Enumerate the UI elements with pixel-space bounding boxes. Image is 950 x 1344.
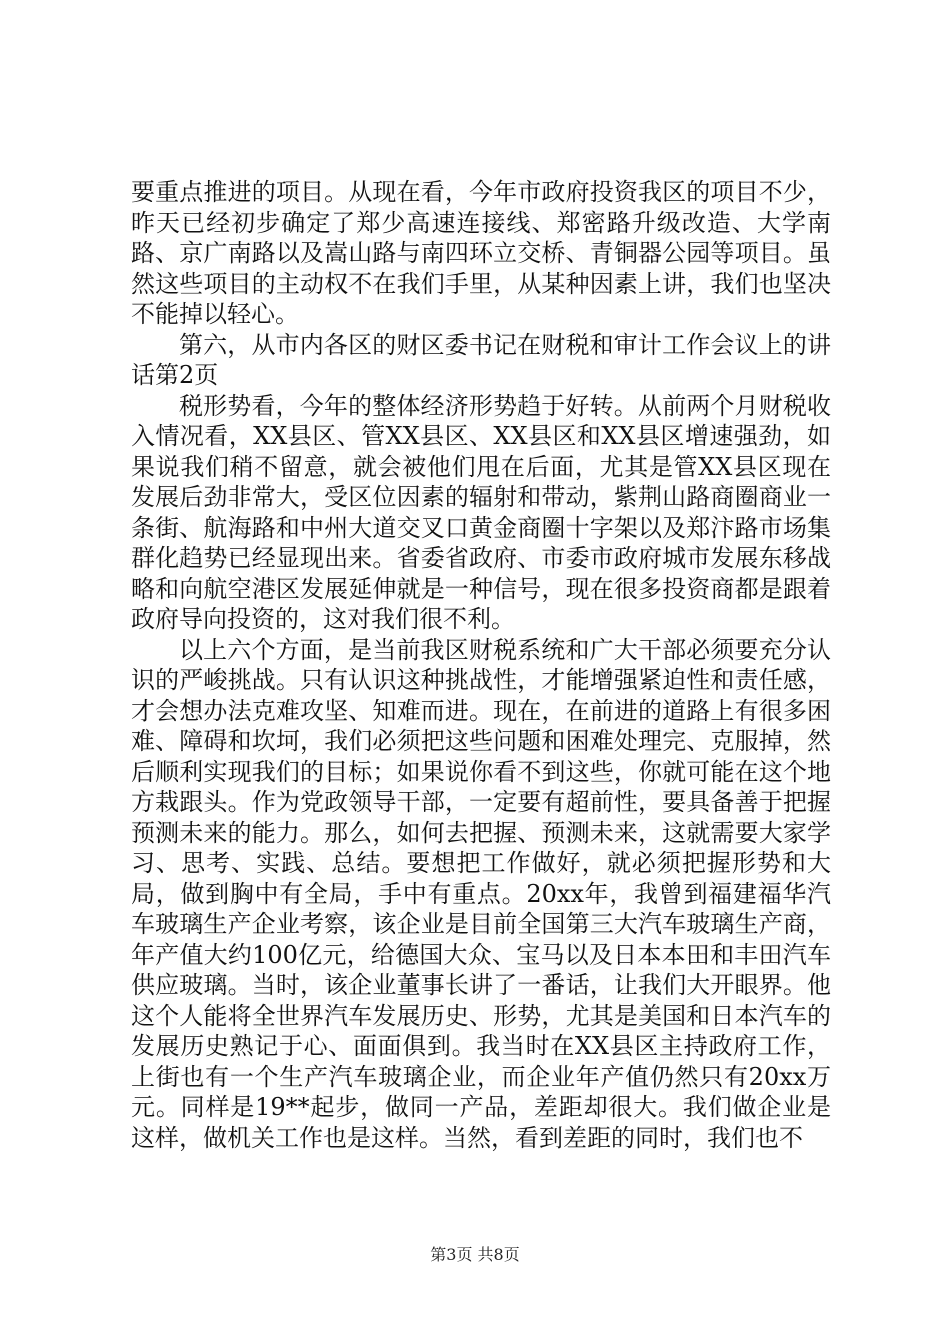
page-number-footer: 第3页 共8页 [430, 1245, 520, 1264]
paragraph-3: 税形势看，今年的整体经济形势趋于好转。从前两个月财税收入情况看，XX县区、管XX县区、XX县区和XX县区增速强劲，如果说我们稍不留意，就会被他们甩在后面，尤其是管XX县区现在发展后劲非常大，受区位因素的辐射和带动，紫荆山路商圈商业一条街、航海路和中州大道交叉口黄金商圈十字架以及郑汴路市场集群化趋势已经显现出来。省委省政府、市委市政府城市发展东移战略和向航空港区发展延伸就是一种信号，现在很多投资商都是跟着政府导向投资的，这对我们很不利。 [131, 391, 831, 633]
document-body [131, 177, 831, 1153]
paragraph-4: 以上六个方面，是当前我区财税系统和广大干部必须要充分认识的严峻挑战。只有认识这种挑战性，才能增强紧迫性和责任感，才会想办法克难攻坚、知难而进。现在，在前进的道路上有很多困难、障碍和坎坷，我们必须把这些问题和困难处理完、克服掉，然后顺利实现我们的目标；如果说你看不到这些，你就可能在这个地方栽跟头。作为党政领导干部，一定要有超前性，要具备善于把握预测未来的能力。那么，如何去把握、预测未来，这就需要大家学习、思考、实践、总结。要想把工作做好，就必须把握形势和大局，做到胸中有全局，手中有重点。20xx年，我曾到福建福华汽车玻璃生产企业考察，该企业是目前全国第三大汽车玻璃生产商，年产值大约100亿元，给德国大众、宝马以及日本本田和丰田汽车供应玻璃。当时，该企业董事长讲了一番话，让我们大开眼界。他这个人能将全世界汽车发展历史、形势，尤其是美国和日本汽车的发展历史熟记于心、面面俱到。我当时在XX县区主持政府工作，上街也有一个生产汽车玻璃企业，而企业年产值仍然只有20xx万元。同样是19**起步，做同一产品，差距却很大。我们做企业是这样，做机关工作也是这样。当然，看到差距的同时，我们也不 [131, 635, 831, 1152]
paragraph-2: 第六，从市内各区的财区委书记在财税和审计工作会议上的讲话第2页 [131, 330, 831, 389]
paragraph-1: 要重点推进的项目。从现在看，今年市政府投资我区的项目不少，昨天已经初步确定了郑少高速连接线、郑密路升级改造、大学南路、京广南路以及嵩山路与南四环立交桥、青铜器公园等项目。虽然这些项目的主动权不在我们手里，从某种因素上讲，我们也坚决不能掉以轻心。 [131, 178, 831, 328]
